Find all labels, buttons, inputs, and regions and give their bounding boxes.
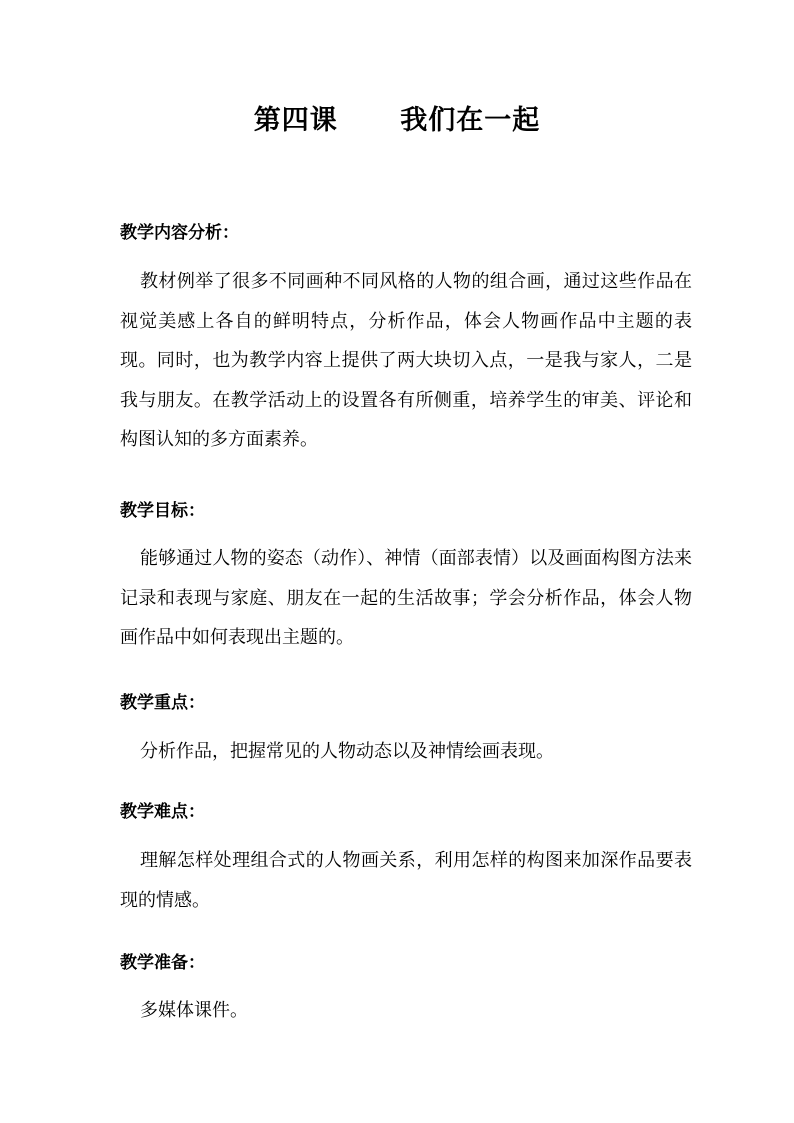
section-heading-key-points: 教学重点： [120, 693, 205, 713]
section-body-preparation: 多媒体课件。 [140, 1000, 248, 1021]
section-body-key-points: 分析作品，把握常见的人物动态以及神情绘画表现。 [140, 741, 554, 762]
section-heading-preparation: 教学准备： [120, 953, 205, 973]
section-body-objectives: 能够通过人物的姿态（动作）、神情（面部表情）以及画面构图方法来记录和表现与家庭、朋友在一起的生活故事；学会分析作品，体会人物画作品中如何表现出主题的。 [120, 548, 692, 648]
lesson-title: 第四课 我们在一起 [253, 105, 541, 136]
section-heading-difficulties: 教学难点： [120, 802, 205, 822]
section-heading-objectives: 教学目标： [120, 501, 205, 521]
section-body-content-analysis: 教材例举了很多不同画种不同风格的人物的组合画，通过这些作品在视觉美感上各自的鲜明特点，分析作品，体会人物画作品中主题的表现。同时，也为教学内容上提供了两大块切入点，一是我与家人，二是我与朋友。在教学活动上的设置各有所侧重，培养学生的审美、评论和构图认知的多方面素养。 [120, 271, 692, 450]
section-heading-content-analysis: 教学内容分析： [120, 223, 239, 243]
section-body-difficulties: 理解怎样处理组合式的人物画关系，利用怎样的构图来加深作品要表现的情感。 [120, 850, 692, 911]
